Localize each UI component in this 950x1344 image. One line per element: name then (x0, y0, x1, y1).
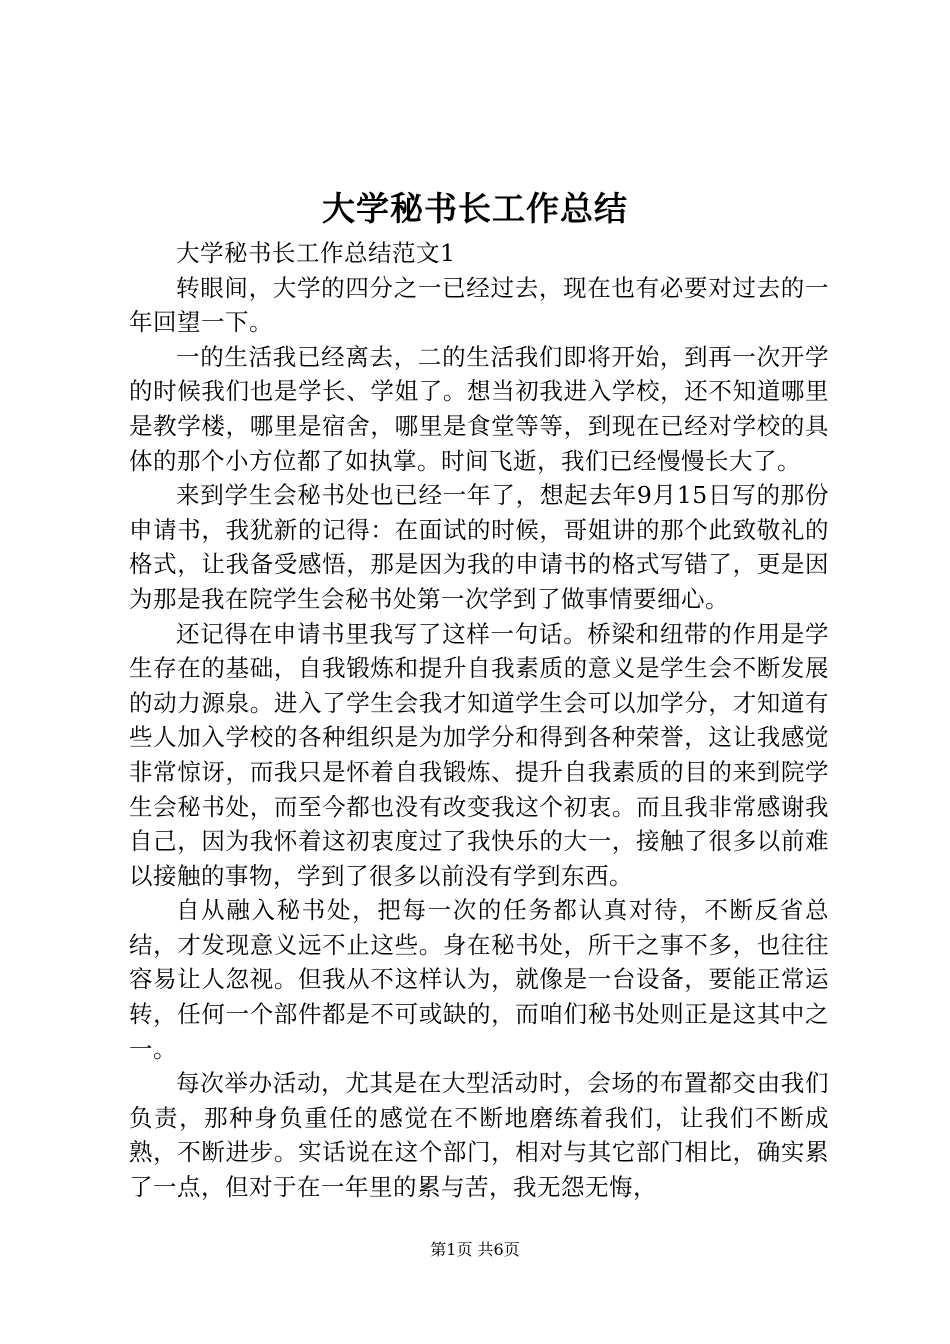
paragraph: 每次举办活动，尤其是在大型活动时，会场的布置都交由我们负责，那种身负重任的感觉在不断地磨练着我们，让我们不断成熟，不断进步。实话说在这个部门，相对与其它部门相比，确实累了一点，但对于在一年里的累与苦，我无怨无悔， (129, 1069, 829, 1202)
page-number-footer: 第1页 共6页 (430, 1240, 520, 1259)
document-body (129, 236, 829, 1205)
paragraph: 转眼间，大学的四分之一已经过去，现在也有必要对过去的一年回望一下。 (129, 273, 829, 337)
paragraph: 一的生活我已经离去，二的生活我们即将开始，到再一次开学的时候我们也是学长、学姐了。想当初我进入学校，还不知道哪里是教学楼，哪里是宿舍，哪里是食堂等等，到现在已经对学校的具体的那个小方位都了如执掌。时间飞逝，我们已经慢慢长大了。 (129, 342, 829, 475)
paragraph: 还记得在申请书里我写了这样一句话。桥梁和纽带的作用是学生存在的基础，自我锻炼和提升自我素质的意义是学生会不断发展的动力源泉。进入了学生会我才知道学生会可以加学分，才知道有些人加入学校的各种组织是为加学分和得到各种荣誉，这让我感觉非常惊讶，而我只是怀着自我锻炼、提升自我素质的目的来到院学生会秘书处，而至今都也没有改变我这个初衷。而且我非常感谢我自己，因为我怀着这初衷度过了我快乐的大一，接触了很多以前难以接触的事物，学到了很多以前没有学到东西。 (129, 619, 829, 890)
document-title: 大学秘书长工作总结 (322, 189, 628, 228)
paragraph: 自从融入秘书处，把每一次的任务都认真对待，不断反省总结，才发现意义远不止这些。身在秘书处，所干之事不多，也往往容易让人忽视。但我从不这样认为，就像是一台设备，要能正常运转，任何一个部件都是不可或缺的，而咱们秘书处则正是这其中之一。 (129, 896, 829, 1063)
paragraph: 来到学生会秘书处也已经一年了，想起去年9月15日写的那份申请书，我犹新的记得：在面试的时候，哥姐讲的那个此致敬礼的格式，让我备受感悟，那是因为我的申请书的格式写错了，更是因为那是我在院学生会秘书处第一次学到了做事情要细心。 (129, 481, 829, 613)
paragraph-subtitle: 大学秘书长工作总结范文1 (176, 239, 456, 267)
